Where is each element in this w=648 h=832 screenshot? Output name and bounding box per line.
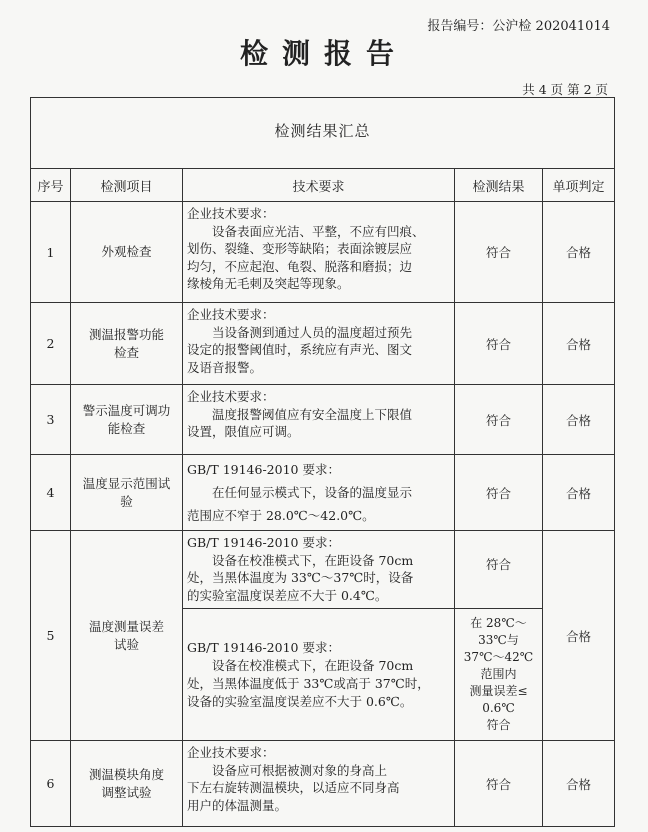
page-indicator: 共 4 页 第 2 页: [522, 82, 608, 97]
row-result: 符合: [455, 303, 543, 385]
table-header-row: [31, 169, 615, 202]
row-result: 符合: [455, 385, 543, 455]
table-row: [31, 741, 615, 827]
row-seq: 6: [31, 741, 71, 827]
row-item: 测温模块角度调整试验: [71, 741, 183, 827]
row-item: 温度显示范围试验: [71, 455, 183, 531]
row-item: 温度测量误差试验: [71, 531, 183, 741]
report-title: 检测报告: [239, 37, 408, 70]
row-verdict: 合格: [543, 385, 615, 455]
table-row: [31, 531, 615, 609]
results-table: [30, 97, 615, 827]
row-seq: 5: [31, 531, 71, 741]
row-seq: 1: [31, 202, 71, 303]
row-requirement: GB/T 19146-2010 要求： 设备在校准模式下，在距设备 70cm 处，当黑体温度低于 33℃或高于 37℃时， 设备的实验室温度误差应不大于 0.6℃。: [183, 609, 455, 741]
column-header: 单项判定: [543, 169, 615, 202]
row-requirement: 企业技术要求： 温度报警阈值应有安全温度上下限值 设置，限值应可调。: [183, 385, 455, 455]
row-verdict: 合格: [543, 303, 615, 385]
row-item: 警示温度可调功能检查: [71, 385, 183, 455]
table-row: [31, 303, 615, 385]
row-verdict: 合格: [543, 455, 615, 531]
column-header: 检测项目: [71, 169, 183, 202]
row-verdict: 合格: [543, 202, 615, 303]
row-seq: 3: [31, 385, 71, 455]
row-requirement: GB/T 19146-2010 要求： 设备在校准模式下，在距设备 70cm 处，当黑体温度为 33℃～37℃时，设备 的实验室温度误差应不大于 0.4℃。: [183, 531, 455, 609]
row-item: 测温报警功能检查: [71, 303, 183, 385]
row-requirement: GB/T 19146-2010 要求： 在任何显示模式下，设备的温度显示 范围应不窄于 28.0℃～42.0℃。: [183, 455, 455, 531]
row-result: 符合: [455, 531, 543, 609]
report-number: 报告编号：公沪检 202041014: [427, 19, 610, 34]
row-result: 符合: [455, 741, 543, 827]
column-header: 序号: [31, 169, 71, 202]
table-row: [31, 202, 615, 303]
row-verdict: 合格: [543, 741, 615, 827]
row-result: 符合: [455, 202, 543, 303]
row-verdict: 合格: [543, 531, 615, 741]
summary-title: 检测结果汇总: [31, 98, 615, 169]
table-row: [31, 455, 615, 531]
row-seq: 2: [31, 303, 71, 385]
table-row: [31, 385, 615, 455]
row-seq: 4: [31, 455, 71, 531]
row-requirement: 企业技术要求： 设备表面应光洁、平整，不应有凹痕、 划伤、裂缝、变形等缺陷；表面涂镀层应 均匀，不应起泡、龟裂、脱落和磨损；边 缘棱角无毛刺及突起等现象。: [183, 202, 455, 303]
row-requirement: 企业技术要求： 当设备测到通过人员的温度超过预先 设定的报警阈值时，系统应有声光、图文 及语音报警。: [183, 303, 455, 385]
column-header: 检测结果: [455, 169, 543, 202]
row-item: 外观检查: [71, 202, 183, 303]
row-result: 符合: [455, 455, 543, 531]
column-header: 技术要求: [183, 169, 455, 202]
row-result: 在 28℃～ 33℃与 37℃～42℃ 范围内 测量误差≤ 0.6℃ 符合: [455, 609, 543, 741]
row-requirement: 企业技术要求： 设备应可根据被测对象的身高上 下左右旋转测温模块，以适应不同身高 用户的体温测量。: [183, 741, 455, 827]
